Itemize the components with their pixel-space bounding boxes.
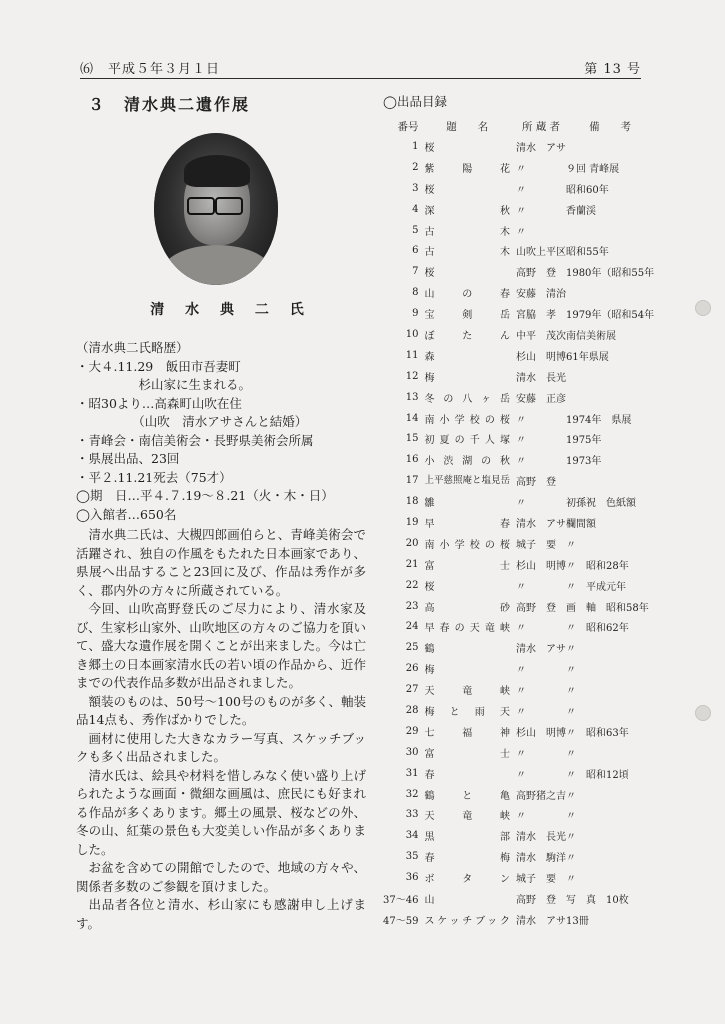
catalog-number: 27 [405, 684, 419, 696]
header-number: 番号 [397, 120, 419, 133]
catalog-row [383, 220, 654, 241]
catalog-owner: 清水 長光 [515, 832, 566, 844]
catalog-number: 12 [405, 370, 419, 382]
catalog-note [566, 387, 654, 408]
bio-line: （山吹 清水アサさんと結婚） [76, 414, 308, 429]
catalog-owner: 清水 アサ [515, 644, 566, 656]
catalog-note: 〃 [565, 874, 576, 886]
catalog-owner: 〃 [515, 769, 526, 781]
catalog-number: 1 [412, 140, 419, 152]
catalog-note [566, 282, 654, 303]
binder-hole [695, 705, 711, 721]
catalog-row [383, 366, 654, 387]
catalog-note: 〃 [565, 790, 576, 802]
catalog-owner: 高野 登 [515, 477, 556, 489]
catalog-note: 〃 [565, 811, 576, 823]
catalog-number: 8 [412, 287, 419, 299]
catalog-title-cell: 桜 [424, 142, 435, 154]
catalog-number: 18 [405, 496, 419, 508]
issue-date: ⑹ 平成５年３月１日 [80, 62, 221, 77]
catalog-title-cell: 春 [424, 769, 435, 781]
catalog-number: 5 [412, 224, 419, 236]
catalog-owner: 安藤 清治 [515, 289, 566, 301]
catalog-row [383, 658, 654, 679]
catalog-title-cell: 冬の八ヶ岳 [424, 393, 510, 405]
catalog-owner: 〃 [515, 581, 526, 593]
catalog-owner: 〃 [515, 226, 526, 238]
catalog-number: 13 [405, 391, 419, 403]
catalog-number: 3 [412, 182, 419, 194]
catalog-number: 16 [405, 454, 419, 466]
bio-line: （清水典二氏略歴） [76, 340, 189, 355]
catalog-row [383, 805, 654, 826]
catalog-title-cell: 早春の天竜峡 [424, 623, 510, 635]
catalog-owner: 高野 登 [515, 268, 556, 280]
catalog-number: 10 [405, 328, 419, 340]
catalog-owner: 杉山 明博 [515, 727, 566, 739]
bio-line: ・県展出品、23回 [76, 451, 180, 466]
catalog-row [383, 616, 654, 637]
catalog-number: 34 [405, 830, 419, 842]
catalog-row [383, 157, 654, 178]
catalog-owner: 清水 駒洋 [515, 853, 566, 865]
catalog-note: 〃 昭和62年 [565, 623, 629, 635]
catalog-number: 2 [412, 161, 419, 173]
catalog-title-cell: 山の春 [424, 289, 510, 301]
catalog-number: 19 [405, 516, 419, 528]
article-column [76, 92, 366, 933]
catalog-row [383, 825, 654, 846]
catalog-note: 〃 [565, 748, 576, 760]
catalog-owner: 山吹上平区 [515, 247, 566, 259]
catalog-row [383, 742, 654, 763]
catalog-column [383, 92, 655, 930]
catalog-owner: 〃 [515, 623, 526, 635]
catalog-note: ９回 青峰展 [565, 163, 620, 175]
catalog-title-cell: 鶴と亀 [424, 790, 510, 802]
bio-line: ・平２.11.21死去（75才） [76, 469, 232, 485]
catalog-title-cell: 黒部 [424, 832, 510, 844]
catalog-owner: 〃 [515, 205, 526, 217]
catalog-number: 29 [405, 725, 419, 737]
bio-line: ◯入館者…650名 [76, 506, 177, 522]
catalog-owner: 〃 [515, 456, 526, 468]
catalog-owner: 〃 [515, 811, 526, 823]
catalog-row [383, 324, 654, 345]
catalog-title-cell: 宝剣岳 [424, 310, 510, 322]
binder-hole [695, 300, 711, 316]
catalog-title-cell: 桜 [424, 581, 435, 593]
catalog-owner: 〃 [515, 665, 526, 677]
catalog-title-cell: 森 [424, 351, 435, 363]
catalog-note: 61年県展 [565, 351, 609, 363]
catalog-note: 13冊 [565, 915, 589, 927]
catalog-title-cell: 鶴 [424, 644, 435, 656]
catalog-number: 6 [412, 245, 419, 257]
catalog-note: 1979年（昭和54年 [565, 310, 655, 322]
catalog-title-cell: 山 [424, 895, 435, 906]
catalog-number: 32 [405, 788, 419, 800]
catalog-owner: 清水 アサ [515, 518, 566, 530]
catalog-title-cell: 南小学校の桜 [424, 539, 510, 551]
catalog-row [383, 387, 654, 408]
catalog-title-cell: 天竜峡 [424, 811, 510, 823]
catalog-note: 写 真 10枚 [565, 895, 629, 906]
catalog-row [383, 428, 654, 449]
catalog-owner: 〃 [515, 435, 526, 447]
catalog-owner: 城子 要 [515, 874, 556, 886]
catalog-title-cell: 梅 [424, 665, 435, 677]
catalog-number: 30 [405, 746, 419, 758]
catalog-row [383, 721, 654, 742]
catalog-title-cell: 紫陽花 [424, 163, 510, 175]
catalog-note [566, 366, 654, 387]
bio-line: ・青峰会・南信美術会・長野県美術会所属 [76, 432, 314, 448]
paragraph: 今回、山吹高野登氏のご尽力により、清水家及び、生家杉山家外、山吹地区の方々のご協力を頂いて、盛大な遺作展を開くことが出来ました。今は亡き郷土の日本画家清水氏の若い頃の作品から、近作までの代表作品多数が出品されました。 [76, 601, 366, 690]
catalog-note: 1975年 [565, 435, 602, 447]
catalog-title-cell: 初夏の千人塚 [424, 435, 510, 447]
catalog-number: 36 [405, 872, 419, 884]
catalog-owner: 〃 [515, 498, 526, 510]
catalog-owner: 杉山 明博 [515, 560, 566, 572]
section-title: ３ 清水典二遺作展 [88, 95, 251, 114]
catalog-row [383, 888, 654, 909]
catalog-owner: 〃 [515, 184, 526, 196]
catalog-owner: 宮脇 孝 [515, 310, 556, 322]
catalog-row [383, 512, 654, 533]
catalog-row [383, 596, 654, 617]
bio-line: ◯期 日…平４.７.19〜８.21（火・木・日） [76, 488, 334, 503]
catalog-note: 〃 [565, 686, 576, 698]
catalog-owner: 城子 要 [515, 539, 556, 551]
paragraph: 出品者各位と清水、杉山家にも感謝申し上げます。 [76, 897, 366, 931]
catalog-number: 23 [405, 600, 419, 612]
catalog-number: 9 [412, 308, 419, 320]
catalog-owner: 高野 登 [515, 895, 556, 906]
catalog-title-cell: 高砂 [424, 602, 510, 614]
header-note: 備 考 [589, 120, 632, 133]
catalog-number: 37〜46 [383, 895, 419, 906]
catalog-owner: 〃 [515, 748, 526, 760]
catalog-title-cell: 梅 [424, 372, 435, 384]
catalog-number: 28 [405, 704, 419, 716]
portrait-photo [154, 133, 278, 285]
paragraph: 清水典二氏は、大槻四郎画伯らと、青峰美術会で活躍され、独自の作風をもたれた日本画家であり、県展へ出品すること23回に及び、作品は秀作が多く、郡内外の方々に所蔵されている。 [76, 527, 366, 598]
catalog-note: 画 軸 昭和58年 [565, 602, 649, 614]
catalog-number: 26 [405, 663, 419, 675]
catalog-number: 15 [405, 433, 419, 445]
biography [76, 339, 366, 524]
catalog-number: 22 [405, 579, 419, 591]
catalog-row [383, 345, 654, 366]
catalog-title-cell: 小渋湖の秋 [424, 456, 510, 468]
catalog-note: 〃 [565, 706, 576, 718]
catalog-title-cell: 古木 [424, 247, 510, 259]
catalog-row [383, 679, 654, 700]
catalog-title-cell: ぼたん [424, 330, 510, 342]
catalog-note: 1974年 県展 [565, 414, 632, 426]
catalog-row [383, 533, 654, 554]
catalog-row [383, 554, 654, 575]
catalog-table [383, 116, 654, 930]
catalog-owner: 安藤 正彦 [515, 393, 566, 405]
catalog-row [383, 408, 654, 429]
catalog-note: 昭和55年 [565, 247, 609, 259]
catalog-owner: 清水 長光 [515, 372, 566, 384]
catalog-note: 〃 [565, 644, 576, 656]
catalog-note: 〃 平成元年 [565, 581, 626, 593]
catalog-title-cell: 桜 [424, 184, 435, 196]
catalog-row [383, 575, 654, 596]
catalog-note: 香蘭渓 [565, 205, 596, 217]
catalog-title-cell: 南小学校の桜 [424, 414, 510, 426]
catalog-title-cell: 古木 [424, 226, 510, 238]
photo-caption: 清 水 典 二 氏 [150, 302, 312, 318]
catalog-note: 〃 昭和63年 [565, 727, 629, 739]
catalog-row [383, 867, 654, 888]
catalog-number: 20 [405, 537, 419, 549]
catalog-note: 〃 [565, 832, 576, 844]
catalog-number: 31 [405, 767, 419, 779]
catalog-title-cell: ボタン [424, 874, 510, 886]
catalog-number: 17 [405, 475, 419, 487]
catalog-number: 14 [405, 412, 419, 424]
catalog-owner: 〃 [515, 686, 526, 698]
catalog-title-cell: 春梅 [424, 853, 510, 865]
issue-number: 第 13 号 [584, 62, 641, 77]
catalog-row [383, 136, 654, 157]
catalog-title-cell: スケッチブック [424, 915, 510, 927]
catalog-row [383, 240, 654, 261]
catalog-note [566, 470, 654, 491]
catalog-number: 21 [405, 558, 419, 570]
catalog-row [383, 449, 654, 470]
catalog-row [383, 303, 654, 324]
catalog-number: 25 [405, 642, 419, 654]
catalog-title-cell: 富士 [424, 560, 510, 572]
catalog-note: 〃 [565, 665, 576, 677]
catalog-title-cell: 上平慈照庵と塩見岳 [424, 475, 510, 487]
catalog-title-cell: 桜 [424, 268, 435, 280]
catalog-number: 35 [405, 851, 419, 863]
catalog-number: 11 [405, 349, 419, 361]
catalog-row [383, 178, 654, 199]
catalog-note [566, 136, 654, 157]
catalog-owner: 清水 アサ [515, 915, 566, 927]
catalog-row [383, 491, 654, 512]
catalog-note: 〃 昭和12頃 [565, 769, 629, 781]
catalog-row [383, 261, 654, 282]
bio-line: ・昭30より…高森町山吹在住 [76, 395, 242, 411]
header-owner: 所 蔵 者 [521, 120, 561, 133]
catalog-row [383, 199, 654, 220]
catalog-owner: 〃 [515, 163, 526, 175]
catalog-owner: 高野猪之吉 [515, 790, 566, 802]
catalog-note: 欄間額 [565, 518, 596, 530]
paragraph: お盆を含めての開館でしたので、地域の方々や、関係者多数のご参観を頂けました。 [76, 860, 366, 894]
page-header [80, 56, 641, 79]
paragraph: 画材に使用した大きなカラー写真、スケッチブックも多く出品されました。 [76, 730, 366, 764]
paragraph: 清水氏は、絵具や材料を惜しみなく使い盛り上げられたような画面・微細な画風は、庶民にも好まれる作品が多くあります。郷土の風景、桜などの外、冬の山、紅葉の景色も大変美しい作品が多くありました。 [76, 767, 366, 857]
catalog-row [383, 784, 654, 805]
catalog-note: 〃 [565, 539, 576, 551]
catalog-note: 1973年 [565, 456, 602, 468]
catalog-owner: 中平 茂次 [515, 330, 566, 342]
catalog-title-cell: 梅と雨天 [424, 706, 510, 718]
catalog-note: 〃 [565, 853, 576, 865]
bio-line: ・大４.11.29 飯田市吾妻町 [76, 358, 241, 374]
catalog-title: ◯出品目録 [383, 94, 447, 109]
catalog-row [383, 763, 654, 784]
catalog-note: 南信美術展 [565, 330, 616, 342]
catalog-title-cell: 七福神 [424, 727, 510, 739]
catalog-number: 7 [412, 266, 419, 278]
catalog-number: 33 [405, 809, 419, 821]
bio-line: 杉山家に生まれる。 [76, 377, 252, 392]
catalog-header-row [383, 116, 654, 136]
catalog-row [383, 700, 654, 721]
catalog-row [383, 282, 654, 303]
catalog-note [566, 220, 654, 241]
catalog-note: 1980年（昭和55年 [565, 268, 655, 280]
catalog-title-cell: 天竜峡 [424, 686, 510, 698]
catalog-owner: 高野 登 [515, 602, 556, 614]
catalog-title-cell: 富士 [424, 748, 510, 760]
catalog-owner: 清水 アサ [515, 142, 566, 154]
catalog-note: 初孫祝 色紙額 [565, 498, 636, 510]
catalog-title-cell: 深秋 [424, 205, 510, 217]
catalog-note: 〃 昭和28年 [565, 560, 629, 572]
catalog-row [383, 470, 654, 491]
catalog-owner: 杉山 明博 [515, 351, 566, 363]
catalog-row [383, 846, 654, 867]
catalog-number: 24 [405, 621, 419, 633]
catalog-title-cell: 雛 [424, 498, 435, 510]
paragraph: 額装のものは、50号〜100号のものが多く、軸装品14点も、秀作ばかりでした。 [76, 693, 366, 727]
catalog-row [383, 909, 654, 930]
catalog-number: 4 [412, 203, 419, 215]
catalog-owner: 〃 [515, 706, 526, 718]
catalog-owner: 〃 [515, 414, 526, 426]
catalog-number: 47〜59 [383, 915, 419, 927]
catalog-row [383, 637, 654, 658]
catalog-note: 昭和60年 [565, 184, 609, 196]
article-body [76, 526, 366, 933]
catalog-title-cell: 早春 [424, 518, 510, 530]
header-title: 題 名 [446, 120, 489, 133]
